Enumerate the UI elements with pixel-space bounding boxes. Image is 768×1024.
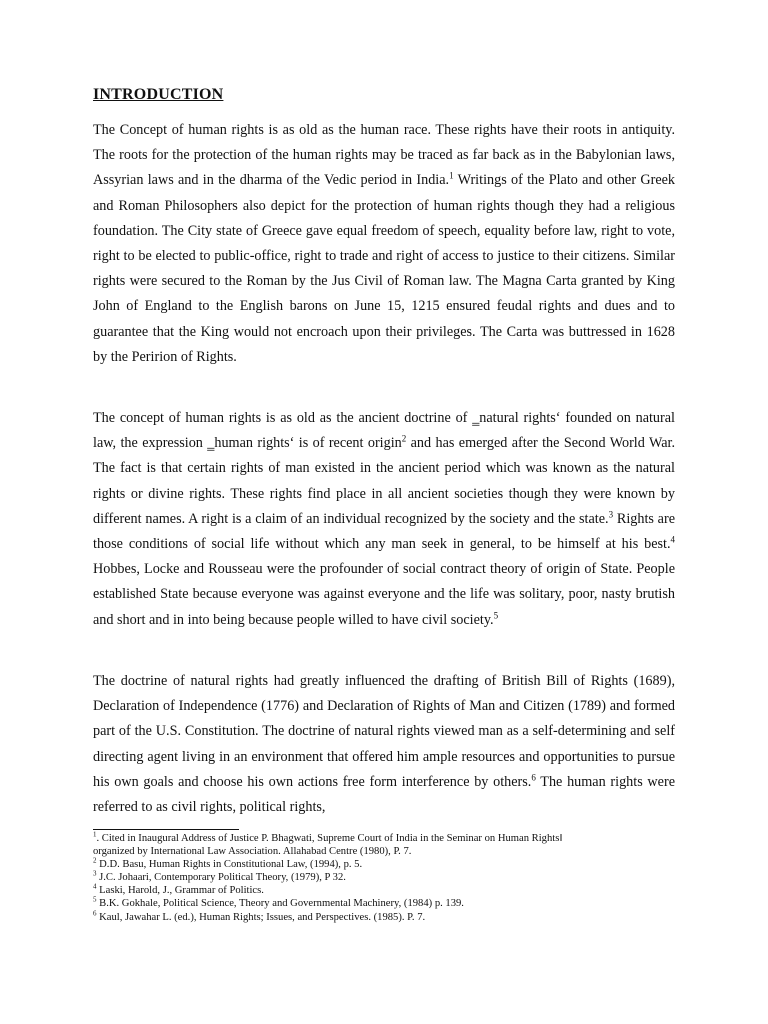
footnote-text: organized by International Law Association. Allahabad Centre (1980), P. 7. [93, 846, 412, 858]
paragraph-text: Rights are those conditions of social life without which any man seek in general, to be himself at his best. [93, 510, 676, 553]
footnote-text: Laski, Harold, J., Grammar of Politics. [96, 885, 264, 897]
footnote-item [93, 911, 693, 924]
footnote-marker[interactable]: 1 [449, 170, 454, 181]
footnote-item [93, 897, 693, 910]
footnote-item [93, 884, 693, 897]
footnote-item [93, 858, 693, 871]
footnote-text: D.D. Basu, Human Rights in Constitutional Law, (1994), p. 5. [96, 859, 363, 871]
paragraph-1 [93, 118, 675, 370]
footnote-item [93, 871, 693, 884]
footnote-marker[interactable]: 2 [401, 433, 407, 444]
footnote-number: 4 [93, 882, 97, 891]
paragraph-text: The Concept of human rights is as old as the human race. These rights have their roots in antiquity. The roots for the protection of the human rights may be traced as far back as in the Babylonian laws, Assyrian laws and in the dharma of the Vedic period in India. [93, 122, 675, 189]
footnote-marker[interactable]: 4 [670, 534, 675, 545]
footnote-text: Kaul, Jawahar L. (ed.), Human Rights; Issues, and Perspectives. (1985). P. 7. [96, 911, 426, 923]
paragraph-text: and has emerged after the Second World War. The fact is that certain rights of man existed in the ancient period which was known as the natural rights or divine rights. These rights find place in all ancient societies though they were known by different names. A right is a claim of an individual recognized by the society and the state. [93, 435, 675, 527]
paragraph-3 [93, 669, 675, 820]
footnote-text: B.K. Gokhale, Political Science, Theory and Governmental Machinery, (1984) p. 139. [96, 898, 464, 910]
footnote-number: 3 [93, 869, 97, 878]
footnote-text: . Cited in Inaugural Address of Justice P. Bhagwati, Supreme Court of India in the Seminar on Human Rights‖ [96, 833, 563, 844]
footnotes-list [93, 832, 693, 924]
footnote-item [93, 845, 693, 858]
footnote-item [93, 832, 693, 845]
paragraph-text: Hobbes, Locke and Rousseau were the profounder of social contract theory of origin of State. People established State because everyone was against everyone and the life was solitary, poor, nasty brutish and short and in into being because people willed to have civil society. [93, 561, 675, 628]
footnote-number: 1 [93, 830, 97, 839]
paragraph-text: Writings of the Plato and other Greek and Roman Philosophers also depict for the protection of human rights though they had a religious foundation. The City state of Greece gave equal freedom of speech, equality before law, right to vote, right to be elected to public-office, right to trade and right of access to justice to their citizens. Similar rights were secured to the Roman by the Jus Civil of Roman law. The Magna Carta granted by King John of England to the English barons on June 15, 1215 ensured feudal rights and dues and to guarantee that the King would not encroach upon their privileges. The Carta was buttressed in 1628 by the Peririon of Rights. [93, 172, 676, 365]
footnote-number: 5 [93, 895, 97, 904]
paragraph-text: The doctrine of natural rights had greatly influenced the drafting of British Bill of Rights (1689), Declaration of Independence (1776) and Declaration of Rights of Man and Citizen (1789) and formed part of the U.S. Constitution. The doctrine of natural rights viewed man as a self-determining and self directing agent living in an environment that offered him ample resources and opportunities to pursue his own goals and choose his own actions free form interference by others. [93, 673, 675, 790]
footnote-marker[interactable]: 6 [531, 772, 536, 783]
paragraph-text: The human rights were referred to as civil rights, political rights, [93, 773, 675, 816]
page-heading: INTRODUCTION [93, 86, 224, 103]
footnote-number: 6 [93, 909, 97, 918]
paragraph-2 [93, 406, 675, 633]
footnote-number: 2 [93, 856, 97, 865]
footnote-marker[interactable]: 3 [608, 509, 614, 520]
footnote-text: J.C. Johaari, Contemporary Political Theory, (1979), P 32. [96, 872, 346, 884]
footnote-marker[interactable]: 5 [493, 609, 499, 620]
footnote-separator [93, 829, 239, 830]
paragraph-text: The concept of human rights is as old as the ancient doctrine of ‗natural rights‘ founded on natural law, the expression ‗human rights‘ is of recent origin [93, 410, 675, 452]
